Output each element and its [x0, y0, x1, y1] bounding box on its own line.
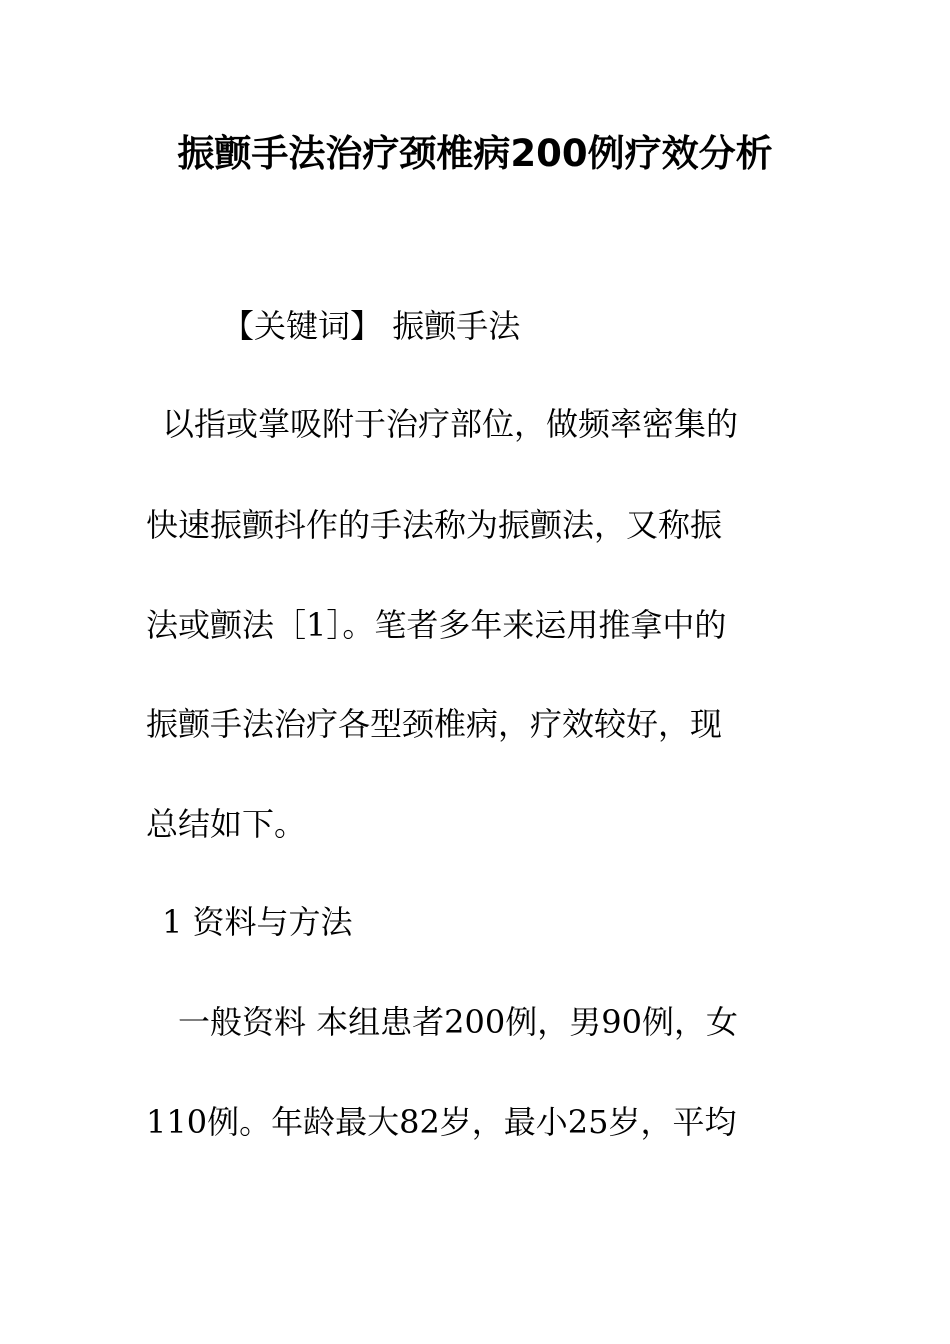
paragraph1-line-1: 以指或掌吸附于治疗部位，做频率密集的: [162, 405, 739, 443]
keywords-label: 【关键词】: [222, 307, 383, 345]
paragraph1-line-5: 总结如下。: [146, 805, 307, 843]
document-title: 振颤手法治疗颈椎病200例疗效分析: [177, 132, 773, 175]
keywords-value: 振颤手法: [392, 307, 521, 345]
keywords-line: [222, 304, 520, 348]
paragraph2-line-2: 110例。年龄最大82岁，最小25岁，平均: [146, 1103, 737, 1141]
paragraph1-line-4: 振颤手法治疗各型颈椎病，疗效较好，现: [146, 705, 723, 743]
paragraph2-line-1: 一般资料 本组患者200例，男90例，女: [178, 1003, 738, 1041]
section-heading: 1 资料与方法: [162, 903, 353, 941]
paragraph1-line-3: 法或颤法［1］。笔者多年来运用推拿中的: [146, 606, 727, 644]
paragraph1-line-2: 快速振颤抖作的手法称为振颤法，又称振: [146, 506, 723, 544]
